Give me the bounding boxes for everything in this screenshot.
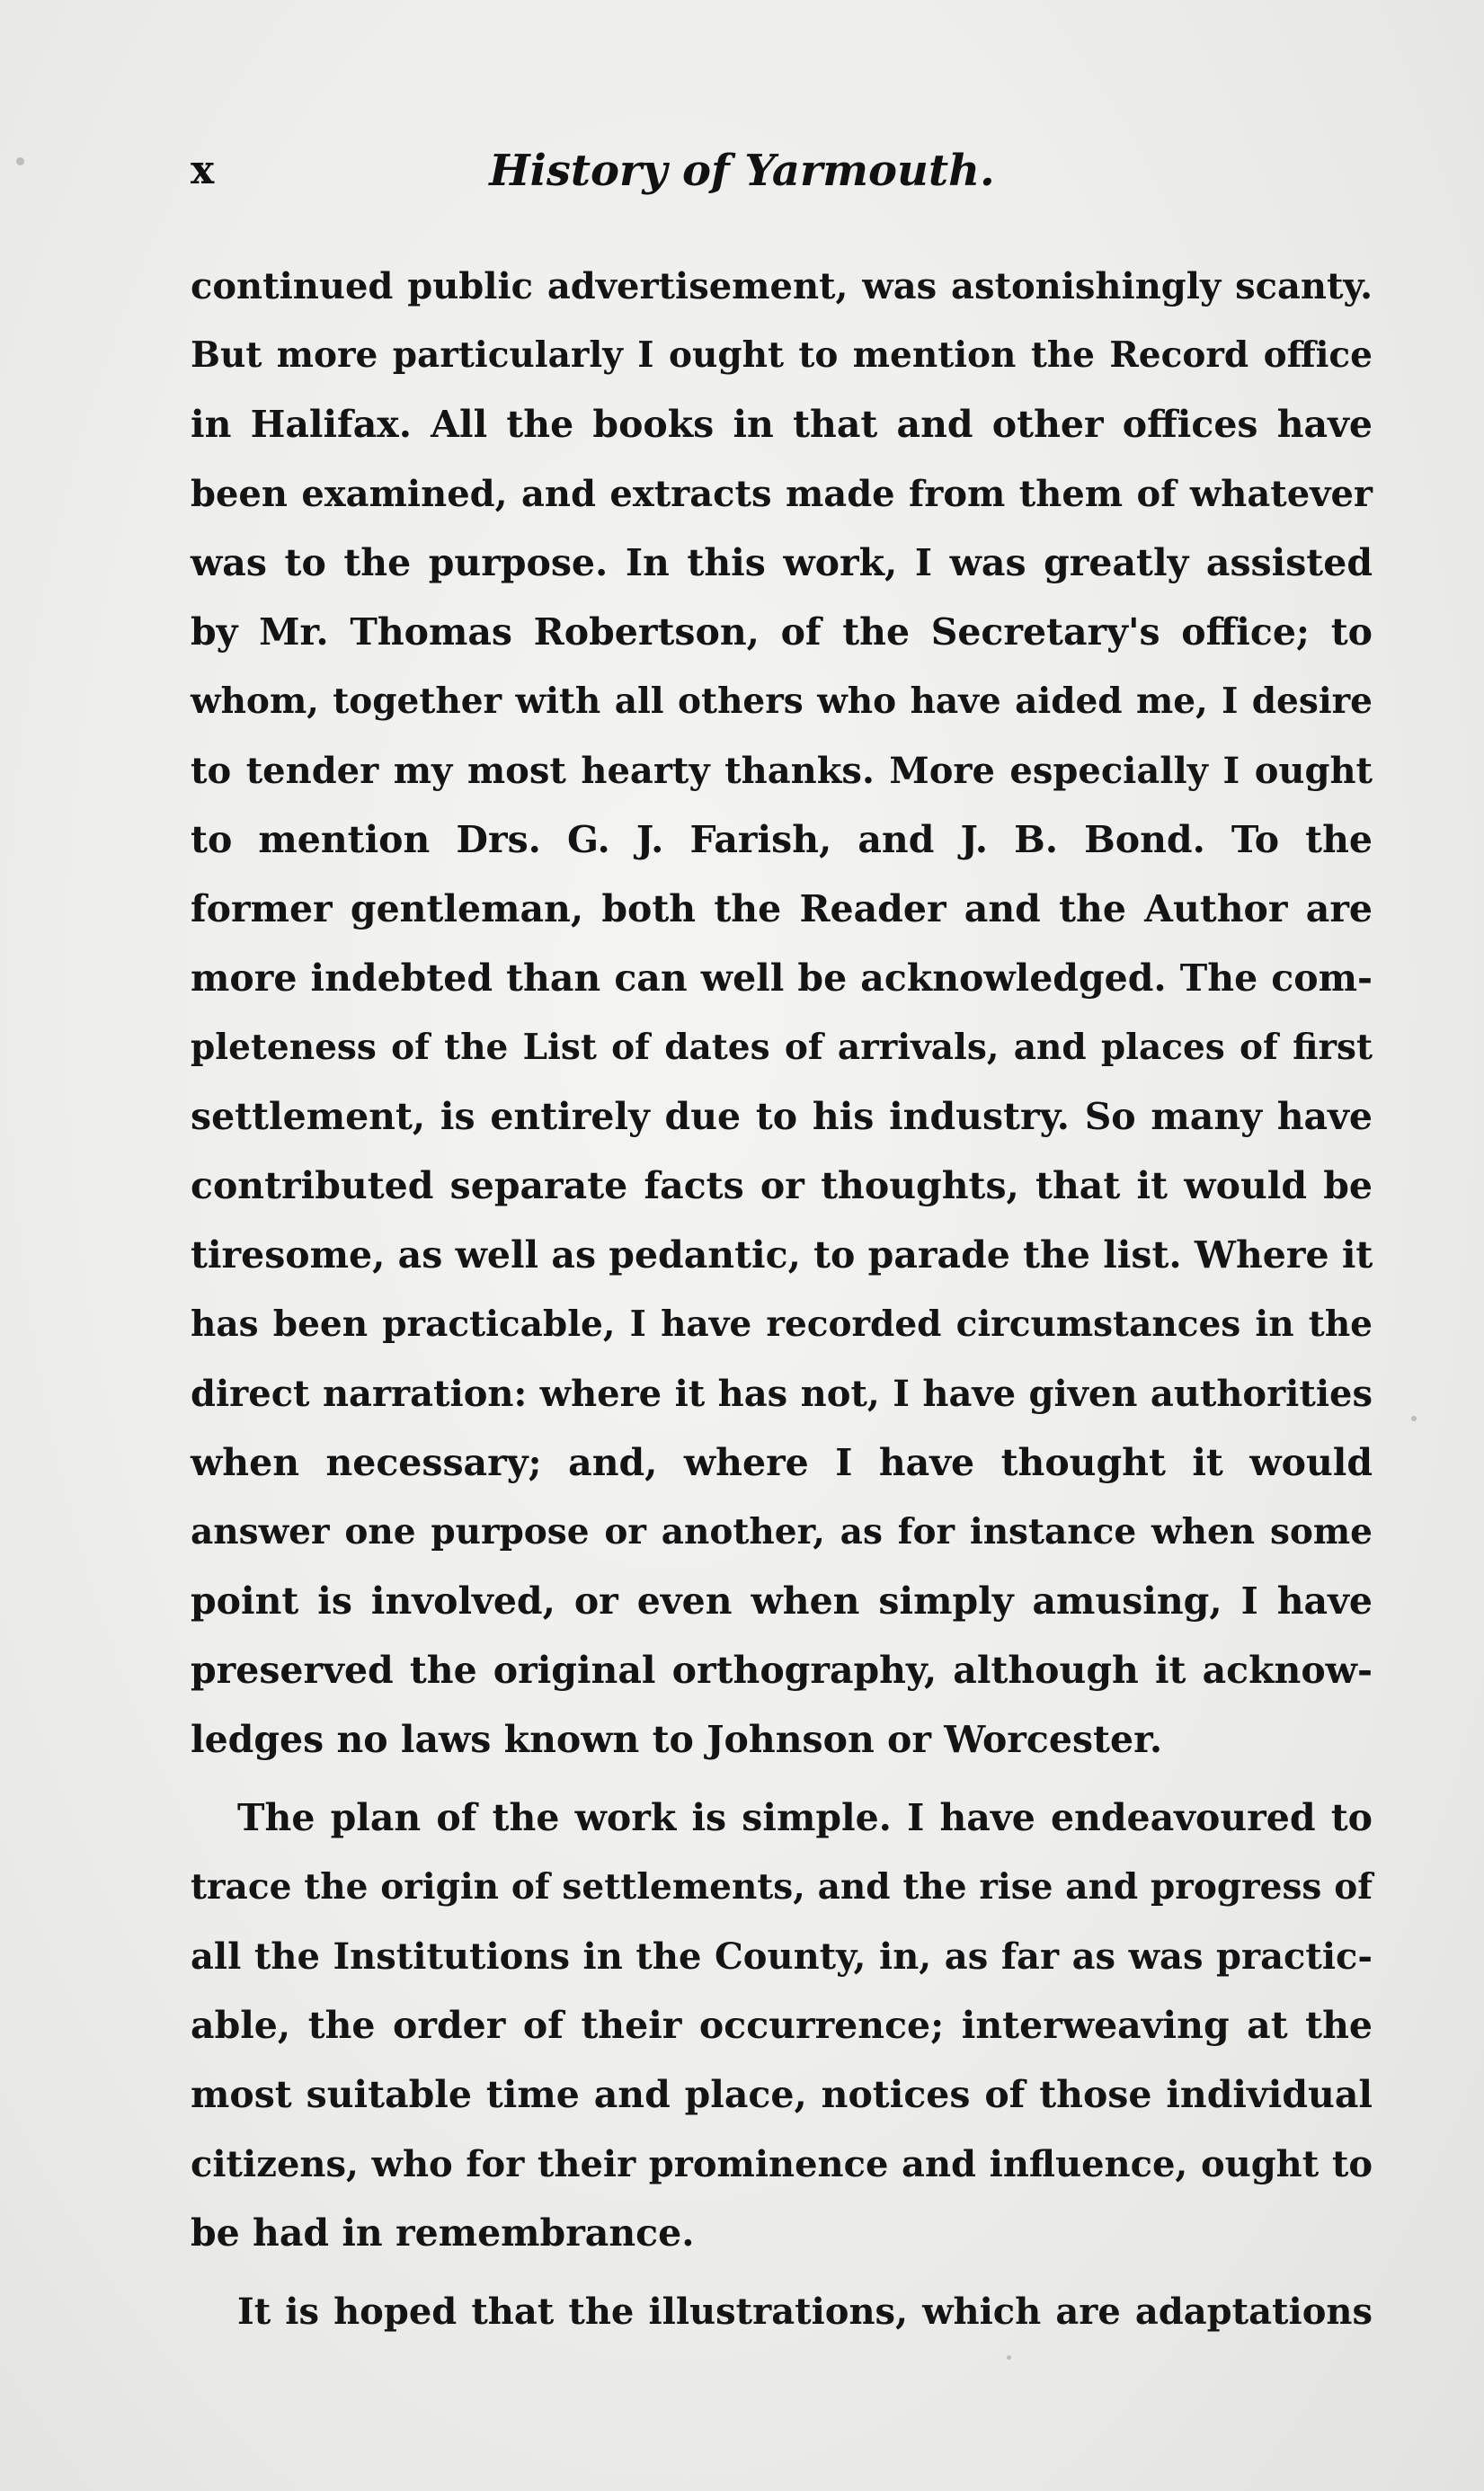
text-line: pleteness of the List of dates of arrivals, and places of first bbox=[191, 1027, 1373, 1068]
text-line: citizens, who for their prominence and influence, ought to bbox=[191, 2143, 1373, 2185]
text-line: contributed separate facts or thoughts, that it would be bbox=[191, 1164, 1373, 1207]
text-line: whom, together with all others who have aided me, I desire bbox=[191, 681, 1373, 722]
page-header bbox=[0, 135, 1484, 207]
paper-speck bbox=[1007, 2355, 1011, 2360]
text-line: The plan of the work is simple. I have endeavoured to bbox=[237, 1796, 1373, 1839]
text-line: continued public advertisement, was astonishingly scanty. bbox=[191, 265, 1373, 307]
text-line: point is involved, or even when simply amusing, I have bbox=[191, 1579, 1373, 1623]
text-line: ledges no laws known to Johnson or Worcester. bbox=[191, 1718, 1163, 1761]
paragraph bbox=[191, 2277, 1373, 2346]
paragraph bbox=[191, 1784, 1373, 2268]
text-line: most suitable time and place, notices of those individual bbox=[191, 2073, 1373, 2116]
text-line: preserved the original orthography, although it acknow- bbox=[191, 1649, 1373, 1692]
text-line: able, the order of their occurrence; interweaving at the bbox=[191, 2004, 1373, 2047]
text-line: was to the purpose. In this work, I was greatly assisted bbox=[191, 541, 1373, 584]
text-line: direct narration: where it has not, I have given authorities bbox=[191, 1373, 1373, 1415]
text-line: It is hoped that the illustrations, which are adaptations bbox=[237, 2291, 1373, 2333]
text-line: to tender my most hearty thanks. More especially I ought bbox=[191, 750, 1373, 792]
paragraph bbox=[191, 252, 1373, 1775]
running-title: History of Yarmouth. bbox=[489, 146, 995, 196]
text-line: settlement, is entirely due to his industry. So many have bbox=[191, 1095, 1373, 1138]
text-line: former gentleman, both the Reader and the Author are bbox=[191, 887, 1373, 930]
text-line: But more particularly I ought to mention the Record office bbox=[191, 334, 1373, 376]
paper-speck bbox=[1411, 1416, 1417, 1421]
text-line: trace the origin of settlements, and the rise and progress of bbox=[191, 1866, 1373, 1908]
text-line: to mention Drs. G. J. Farish, and J. B. Bond. To the bbox=[191, 818, 1373, 861]
body-text bbox=[191, 252, 1373, 2346]
page-number: x bbox=[191, 147, 215, 193]
text-line: answer one purpose or another, as for instance when some bbox=[191, 1511, 1373, 1552]
text-line: be had in remembrance. bbox=[191, 2211, 695, 2255]
text-line: has been practicable, I have recorded circumstances in the bbox=[191, 1303, 1373, 1345]
text-line: more indebted than can well be acknowledged. The com- bbox=[191, 956, 1373, 1000]
text-line: by Mr. Thomas Robertson, of the Secretary's office; to bbox=[191, 610, 1373, 654]
text-line: when necessary; and, where I have thought it would bbox=[191, 1441, 1373, 1484]
paragraph-gap bbox=[191, 1775, 1373, 1784]
text-line: all the Institutions in the County, in, as far as was practic- bbox=[191, 1935, 1373, 1978]
text-line: in Halifax. All the books in that and other offices have bbox=[191, 403, 1373, 446]
text-line: tiresome, as well as pedantic, to parade the list. Where it bbox=[191, 1233, 1373, 1277]
paragraph-gap bbox=[191, 2268, 1373, 2277]
text-line: been examined, and extracts made from them of whatever bbox=[191, 473, 1373, 515]
